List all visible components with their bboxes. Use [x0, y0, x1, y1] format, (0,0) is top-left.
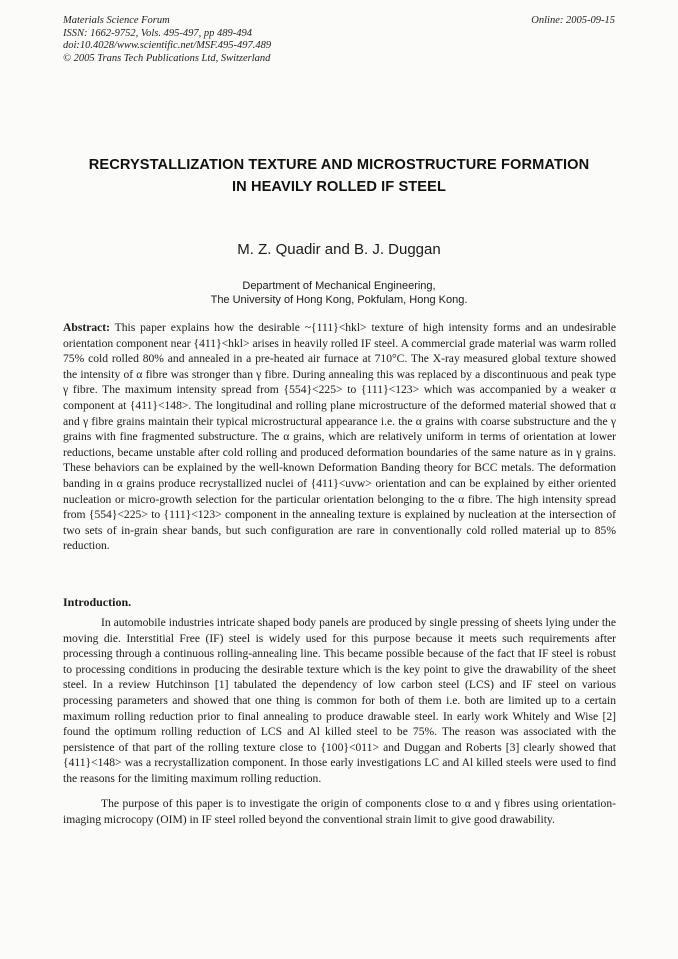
paper-title — [63, 154, 615, 198]
introduction-paragraph-2: The purpose of this paper is to investigate the origin of components close to α and γ fibres using orientation-imaging microcopy (OIM) in IF steel rolled beyond the conventional strain limit to give good drawability. — [63, 797, 616, 826]
abstract-paragraph — [63, 320, 616, 554]
journal-issn-pages: ISSN: 1662-9752, Vols. 495-497, pp 489-494 — [63, 27, 252, 39]
abstract-label: Abstract: — [63, 321, 111, 334]
journal-copyright: © 2005 Trans Tech Publications Ltd, Switzerland — [63, 52, 271, 64]
abstract-text: This paper explains how the desirable ~{111}<hkl> texture of high intensity forms and an undesirable orientation component near {411}<hkl> arises in heavily rolled IF steel. A commercial grade material was warm rolled 75% cold rolled 80% and annealed in a pre-heated air furnace at 710°C. The X-ray measured global texture showed the intensity of α fibre was stronger than γ fibre. During annealing this was replaced by a discontinuous and peak type γ fibre. The maximum intensity spread from {554}<225> to {111}<123> which was accompanied by a weaker α component at {411}<148>. The longitudinal and rolling plane microstructure of the deformed material showed that α and γ fibre grains maintain their typical microstructural appearance i.e. the α grains with coarse substructure and the γ grains with fine fragmented substructure. The α grains, which are relatively uniform in terms of orientation at lower reductions, became unstable after cold rolling and produced deformation boundaries of the same nature as in γ grains. These behaviors can be explained by the well-known Deformation Banding theory for BCC metals. The deformation banding in α grains produce recrystallized nuclei of {411}<uvw> orientation and can be explained by either oriented nucleation or micro-growth selection for the particular orientation belonging to the α fibre. The high intensity spread from {554}<225> to {111}<123> component in the annealing texture is explained by nucleation at the intersection of two sets of in-grain shear bands, but such configuration are rare in conventionally cold rolled material up to 85% reduction. — [63, 321, 616, 553]
journal-name: Materials Science Forum — [63, 15, 170, 26]
introduction-paragraph-1: In automobile industries intricate shaped body panels are produced by single pressing of sheets lying under the moving die. Interstitial Free (IF) steel is widely used for this purpose because it meets such requirements after processing through a continuous rolling-annealing line. This became possible because of the fact that IF steel is robust to processing conditions in producing the desirable texture which is the key point to give the drawability of the sheet steel. In a review Hutchinson [1] tabulated the dependency of low carbon steel (LCS) and IF steel on various processing parameters and showed that one thing is common for both of them i.e. both are limited up to a certain maximum rolling reduction prior to final annealing to produce drawable steel. In early work Whitely and Wise [2] found the optimum rolling reduction of LCS and Al killed steel to be 75%. The reason was associated with the persistence of that part of the rolling texture close to {100}<011> and Duggan and Roberts [3] clearly showed that {411}<148> was a recrystallization component. In those early investigations LC and Al killed steels were used to find the reasons for the limiting maximum rolling reduction. — [63, 616, 616, 785]
author-affiliation — [63, 279, 615, 307]
affiliation-line-2: The University of Hong Kong, Pokfulam, Hong Kong. — [210, 294, 468, 306]
journal-doi: doi:10.4028/www.scientific.net/MSF.495-497.489 — [63, 40, 272, 51]
introduction-heading: Introduction. — [63, 595, 132, 609]
paper-title-line-2: IN HEAVILY ROLLED IF STEEL — [232, 179, 446, 195]
online-date: Online: 2005-09-15 — [531, 15, 615, 26]
journal-citation-block — [63, 15, 271, 65]
paper-title-line-1: RECRYSTALLIZATION TEXTURE AND MICROSTRUCTURE FORMATION — [88, 157, 590, 173]
paper-authors: M. Z. Quadir and B. J. Duggan — [237, 241, 441, 258]
affiliation-line-1: Department of Mechanical Engineering, — [242, 280, 436, 292]
